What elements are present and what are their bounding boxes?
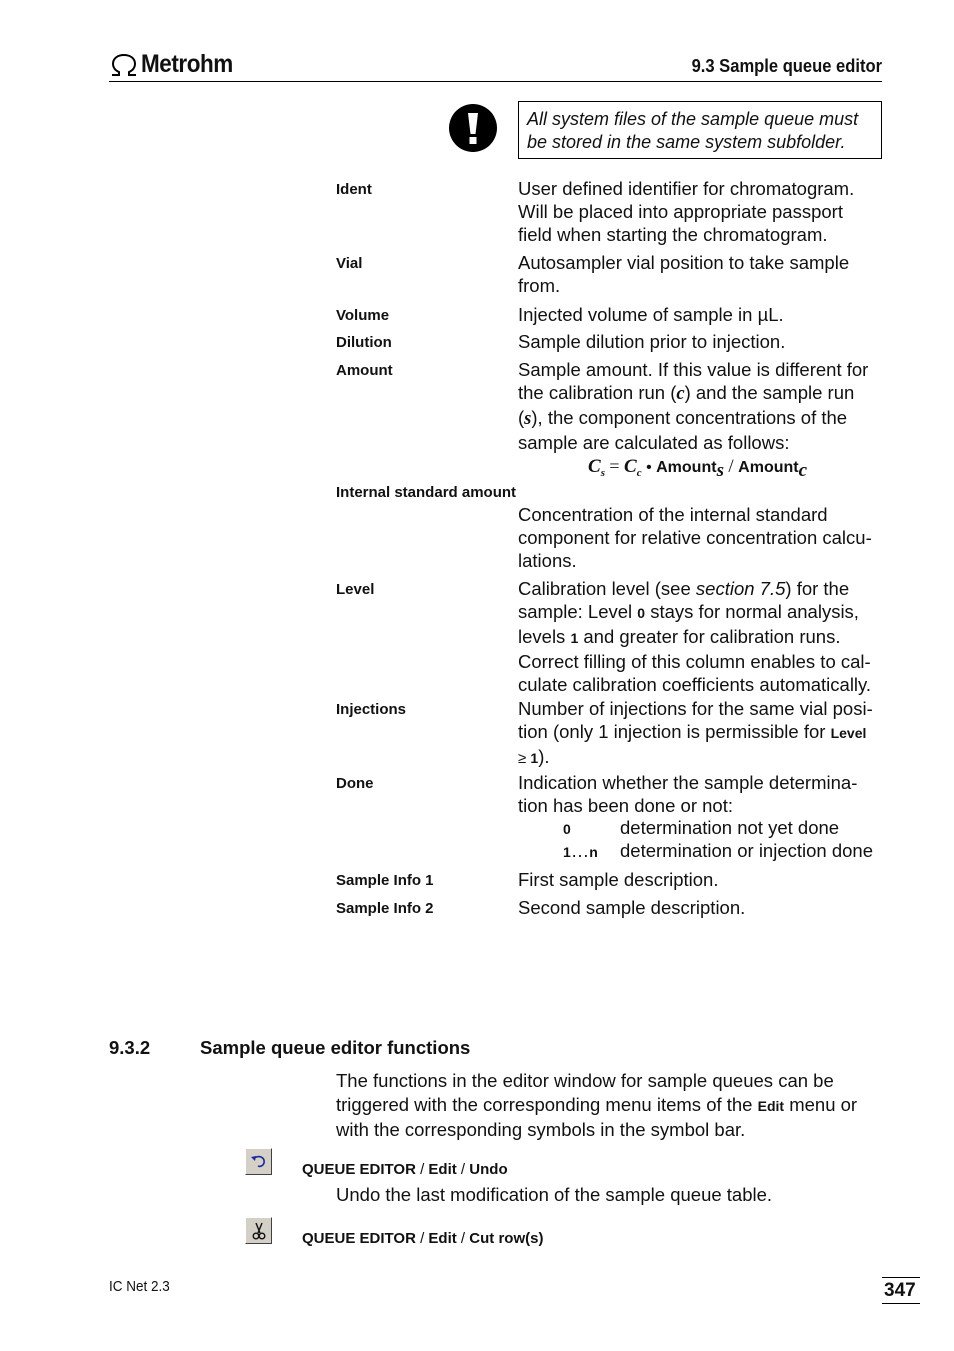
desc-volume: Injected volume of sample in µL. <box>518 304 784 325</box>
formula-dot: • <box>646 459 652 476</box>
desc-injections-ge: ≥ <box>518 750 531 767</box>
done-row-n-value: determination or injection done <box>620 840 873 861</box>
desc-level-a: Calibration level (see <box>518 578 696 599</box>
formula-c-c: C <box>624 456 637 477</box>
desc-injections-level: Level <box>830 725 867 741</box>
section-intro-edit: Edit <box>757 1097 785 1114</box>
done-row-0-key <box>563 817 571 839</box>
desc-level <box>518 577 880 696</box>
desc-ident: User defined identifier for chromatogram. Will be placed into appropriate passport field when starting the chromatogram. <box>518 178 855 245</box>
term-internal-standard: Internal standard amount <box>336 484 517 501</box>
desc-amount-c: c <box>676 384 685 404</box>
menu-path-undo-menu: Edit <box>428 1161 457 1178</box>
term-ident: Ident <box>336 181 372 198</box>
desc-amount-b: ) and the sample run ( <box>518 382 855 428</box>
desc-amount-a: Sample amount. If this value is different for the calibration run ( <box>518 359 869 403</box>
desc-dilution: Sample dilution prior to injection. <box>518 331 786 352</box>
menu-path-cut-window: QUEUE EDITOR <box>302 1230 416 1247</box>
formula-sub-s: s <box>600 467 605 480</box>
desc-level-section-ref: section 7.5 <box>695 578 786 599</box>
desc-level-b: ) for the sample: Level <box>518 578 850 622</box>
desc-injections-a: Number of injections for the same vial posi-tion (only 1 injection is permissible for <box>518 698 873 742</box>
footer-product: IC Net 2.3 <box>109 1278 170 1295</box>
formula-amount-sub-c: c <box>798 460 808 482</box>
done-key-ellipsis: … <box>570 840 590 861</box>
term-amount: Amount <box>336 362 393 379</box>
undo-toolbar-button[interactable] <box>245 1148 272 1175</box>
desc-internal-standard: Concentration of the internal standard component for relative concentration calcu-lations. <box>518 504 872 571</box>
desc-vial: Autosampler vial position to take sample from. <box>518 252 850 296</box>
term-sample-info-1: Sample Info 1 <box>336 872 434 889</box>
term-dilution: Dilution <box>336 334 392 351</box>
note-text-line2: be stored in the same system subfolder. <box>527 132 846 152</box>
desc-done: Indication whether the sample determina-tion has been done or not: <box>518 772 858 816</box>
term-volume: Volume <box>336 307 390 324</box>
desc-amount-d: ), the component concentrations of the sample are calculated as follows: <box>518 407 848 453</box>
term-level: Level <box>336 581 375 598</box>
formula-eq: = <box>609 456 620 476</box>
desc-sample-info-1: First sample description. <box>518 869 719 890</box>
cut-toolbar-button[interactable] <box>245 1217 272 1244</box>
desc-level-d: and greater for calibration runs. Correct filling of this column enables to cal-culate calibration coefficients automatically. <box>518 626 872 695</box>
done-row-n-key <box>563 840 598 862</box>
menu-path-cut-item: Cut row(s) <box>469 1230 544 1247</box>
desc-injections <box>518 697 880 770</box>
concentration-formula <box>588 456 807 482</box>
section-title: Sample queue editor functions <box>200 1037 471 1058</box>
scissors-icon <box>251 1222 267 1240</box>
desc-sample-info-2: Second sample description. <box>518 897 746 918</box>
done-key-1: 1 <box>563 844 571 860</box>
desc-injections-b: ). <box>538 746 550 767</box>
term-injections: Injections <box>336 701 407 718</box>
menu-path-undo-window: QUEUE EDITOR <box>302 1161 416 1178</box>
section-intro-a: The functions in the editor window for sample queues can be triggered with the corresponding menu items of the <box>336 1070 834 1115</box>
desc-injections-one: 1 <box>530 750 539 766</box>
done-key-n: n <box>589 844 598 860</box>
formula-sub-c: c <box>636 467 642 480</box>
term-vial: Vial <box>336 255 363 272</box>
term-sample-info-2: Sample Info 2 <box>336 900 434 917</box>
section-intro-b: menu or with the corresponding symbols in the symbol bar. <box>336 1093 858 1140</box>
note-box <box>518 101 882 159</box>
menu-path-undo-item: Undo <box>469 1161 508 1178</box>
menu-path-cut: QUEUE EDITOR / Edit / Cut row(s) <box>302 1230 544 1247</box>
formula-amount-2: Amount <box>738 459 799 476</box>
done-row-0-value: determination not yet done <box>620 817 840 838</box>
menu-path-cut-menu: Edit <box>428 1230 457 1247</box>
brand-name: Metrohm <box>141 50 233 78</box>
menu-path-undo: QUEUE EDITOR / Edit / Undo <box>302 1161 508 1178</box>
desc-level-c: stays for normal analysis, levels <box>518 601 859 647</box>
formula-amount-sub-s: s <box>716 460 724 482</box>
header-rule <box>109 81 882 82</box>
formula-c-s: C <box>588 456 601 477</box>
header-section-title: 9.3 Sample queue editor <box>691 56 882 76</box>
formula-slash: / <box>728 456 734 477</box>
desc-level-zero: 0 <box>637 605 646 621</box>
page-number: 347 <box>882 1277 920 1304</box>
formula-amount-1: Amount <box>656 459 717 476</box>
done-key-0: 0 <box>563 821 571 837</box>
exclamation-icon <box>449 104 497 152</box>
term-done: Done <box>336 775 374 792</box>
desc-amount-s: s <box>524 409 532 429</box>
note-text-line1: All system files of the sample queue must <box>527 109 859 129</box>
undo-description: Undo the last modification of the sample queue table. <box>336 1184 773 1205</box>
section-intro <box>336 1069 881 1142</box>
desc-amount <box>518 358 880 454</box>
undo-icon <box>250 1155 267 1168</box>
section-number: 9.3.2 <box>109 1037 151 1058</box>
desc-level-one: 1 <box>570 630 579 646</box>
omega-logo-icon <box>109 53 139 77</box>
brand-logo <box>109 50 243 79</box>
